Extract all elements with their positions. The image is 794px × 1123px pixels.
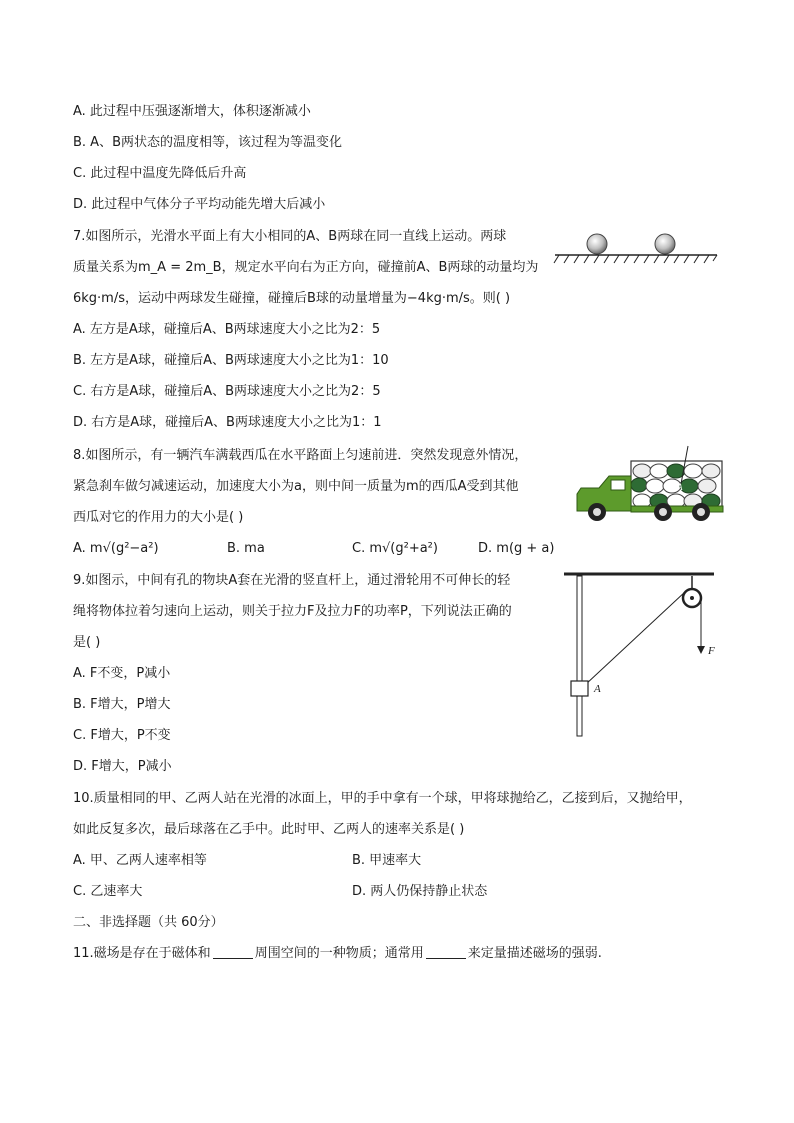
q8-option-d: D. m(g + a) xyxy=(478,541,555,556)
block-a xyxy=(571,681,588,696)
section-heading: 二、非选择题（共 60分） xyxy=(73,915,224,930)
q9-option-a: A. F不变，P减小 xyxy=(73,666,171,681)
q11-part1: 11.磁场是存在于磁体和 xyxy=(73,946,211,961)
q8-stem-line2: 紧急刹车做匀减速运动，加速度大小为a，则中间一质量为m的西瓜A受到其他 xyxy=(73,479,519,494)
vertical-rod xyxy=(577,576,582,736)
watermelon-a-label: A xyxy=(677,482,683,492)
q11-blank-2[interactable] xyxy=(426,944,466,959)
q11-blank-1[interactable] xyxy=(213,944,253,959)
q11-part3: 来定量描述磁场的强弱. xyxy=(467,946,602,961)
force-arrow xyxy=(697,646,705,654)
q9-stem-line1: 9.如图示，中间有孔的物块A套在光滑的竖直杆上，通过滑轮用不可伸长的轻 xyxy=(73,573,511,588)
q10-option-d: D. 两人仍保持静止状态 xyxy=(352,884,488,899)
q10-option-a: A. 甲、乙两人速率相等 xyxy=(73,853,207,868)
q6-option-b: B. A、B两状态的温度相等，该过程为等温变化 xyxy=(73,135,342,150)
q8-option-b: B. ma xyxy=(227,541,265,556)
watermelon-truck-figure xyxy=(573,444,725,524)
q9-stem-line3: 是( ) xyxy=(73,635,101,650)
q7-option-c: C. 右方是A球，碰撞后A、B两球速度大小之比为2：5 xyxy=(73,384,381,399)
q9-stem-line2: 绳将物体拉着匀速向上运动，则关于拉力F及拉力F的功率P，下列说法正确的 xyxy=(73,604,512,619)
q10-option-c: C. 乙速率大 xyxy=(73,884,143,899)
q6-option-d: D. 此过程中气体分子平均动能先增大后减小 xyxy=(73,197,326,212)
cab-window xyxy=(611,480,625,490)
ball-left xyxy=(587,234,607,254)
q10-stem-line2: 如此反复多次，最后球落在乙手中。此时甲、乙两人的速率关系是( ) xyxy=(73,822,465,837)
pulley-rod-figure xyxy=(560,566,718,740)
q7-stem-line3: 6kg·m/s，运动中两球发生碰撞，碰撞后B球的动量增量为−4kg·m/s。则( ) xyxy=(73,291,511,306)
q10-stem-line1: 10.质量相同的甲、乙两人站在光滑的冰面上，甲的手中拿有一个球，甲将球抛给乙，乙接到后，又抛给甲， xyxy=(73,791,692,806)
q8-option-c: C. m√(g²+a²) xyxy=(352,541,438,556)
q7-option-d: D. 右方是A球，碰撞后A、B两球速度大小之比为1：1 xyxy=(73,415,382,430)
q9-option-d: D. F增大，P减小 xyxy=(73,759,172,774)
q9-option-b: B. F增大，P增大 xyxy=(73,697,171,712)
q8-stem-line3: 西瓜对它的作用力的大小是( ) xyxy=(73,510,244,525)
q7-stem-line2: 质量关系为m_A = 2m_B，规定水平向右为正方向，碰撞前A、B两球的动量均为 xyxy=(73,260,539,275)
q10-option-b: B. 甲速率大 xyxy=(352,853,422,868)
q9-option-c: C. F增大，P不变 xyxy=(73,728,171,743)
q7-stem-line1: 7.如图所示，光滑水平面上有大小相同的A、B两球在同一直线上运动。两球 xyxy=(73,229,507,244)
ball-right xyxy=(655,234,675,254)
rope-inclined xyxy=(585,591,686,685)
block-label: A xyxy=(594,683,601,695)
q11-stem xyxy=(73,944,602,964)
q6-option-a: A. 此过程中压强逐渐增大，体积逐渐减小 xyxy=(73,104,311,119)
q7-option-b: B. 左方是A球，碰撞后A、B两球速度大小之比为1：10 xyxy=(73,353,389,368)
q7-option-a: A. 左方是A球，碰撞后A、B两球速度大小之比为2：5 xyxy=(73,322,381,337)
q6-option-c: C. 此过程中温度先降低后升高 xyxy=(73,166,247,181)
q8-stem-line1: 8.如图所示，有一辆汽车满载西瓜在水平路面上匀速前进．突然发现意外情况， xyxy=(73,448,528,463)
q8-option-a: A. m√(g²−a²) xyxy=(73,541,159,556)
watermelons xyxy=(631,464,720,508)
pulley-axle xyxy=(690,596,694,600)
ground-hatching xyxy=(554,255,717,263)
force-label: F xyxy=(708,645,715,657)
q11-part2: 周围空间的一种物质；通常用 xyxy=(254,946,424,961)
two-balls-figure xyxy=(553,230,719,266)
